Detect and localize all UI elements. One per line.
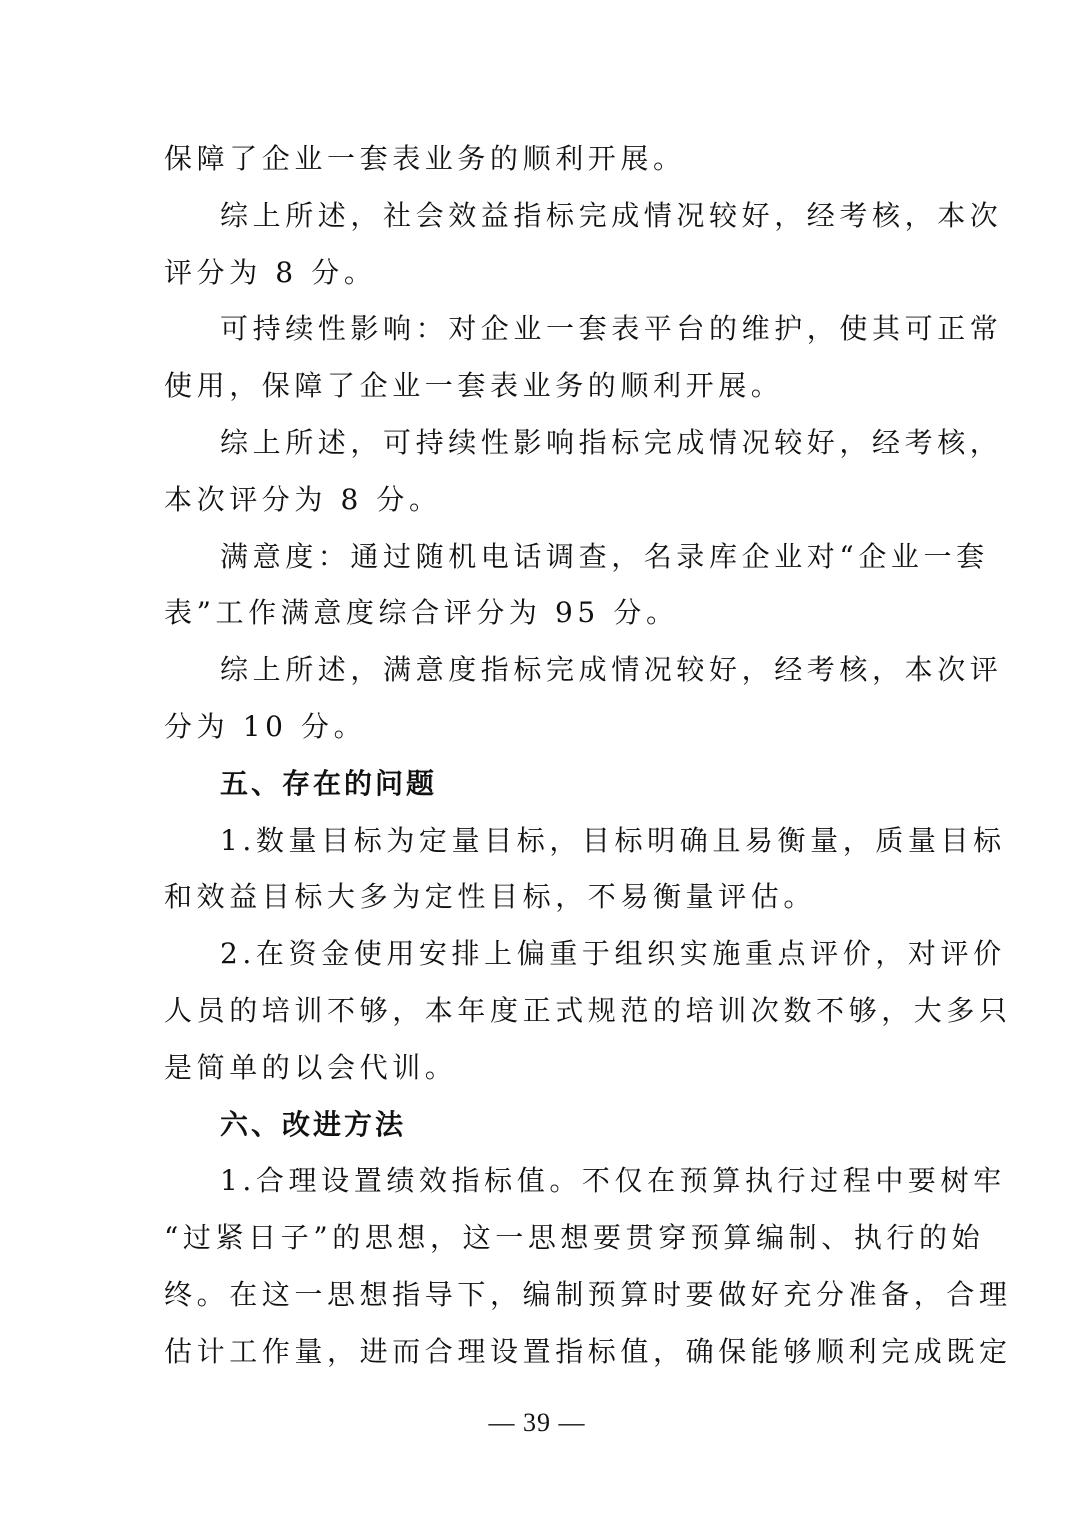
text-line: “过紧日子”的思想，这一思想要贯穿预算编制、执行的始 [164, 1221, 985, 1255]
page-number: — 39 — [488, 1408, 586, 1437]
text-line: 表”工作满意度综合评分为 95 分。 [164, 596, 679, 630]
document-body [164, 131, 1012, 1381]
text-line: 是简单的以会代训。 [164, 1050, 458, 1084]
text-line: 评分为 8 分。 [164, 255, 377, 289]
text-line: 使用，保障了企业一套表业务的顺利开展。 [164, 369, 784, 403]
text-line: 2.在资金使用安排上偏重于组织实施重点评价，对评价 [220, 937, 1006, 971]
text-line: 1.合理设置绩效指标值。不仅在预算执行过程中要树牢 [220, 1164, 1006, 1198]
text-line: 估计工作量，进而合理设置指标值，确保能够顺利完成既定 [164, 1334, 1012, 1368]
text-line: 1.数量目标为定量目标，目标明确且易衡量，质量目标 [220, 823, 1006, 857]
section-heading-improvements: 六、改进方法 [220, 1107, 407, 1141]
text-line: 综上所述，满意度指标完成情况较好，经考核，本次评 [220, 653, 1003, 687]
text-line: 终。在这一思想指导下，编制预算时要做好充分准备，合理 [164, 1277, 1012, 1311]
text-line: 综上所述，可持续性影响指标完成情况较好，经考核， [220, 425, 1003, 459]
text-line: 分为 10 分。 [164, 709, 367, 743]
text-line: 满意度：通过随机电话调查，名录库企业对“企业一套 [220, 539, 989, 573]
text-line: 本次评分为 8 分。 [164, 482, 442, 516]
text-line: 综上所述，社会效益指标完成情况较好，经考核，本次 [220, 198, 1003, 232]
text-line: 和效益目标大多为定性目标，不易衡量评估。 [164, 880, 817, 914]
section-heading-problems: 五、存在的问题 [220, 766, 438, 800]
text-line: 可持续性影响：对企业一套表平台的维护，使其可正常 [220, 312, 1003, 346]
text-line: 人员的培训不够，本年度正式规范的培训次数不够，大多只 [164, 993, 1012, 1027]
text-line: 保障了企业一套表业务的顺利开展。 [164, 142, 686, 175]
